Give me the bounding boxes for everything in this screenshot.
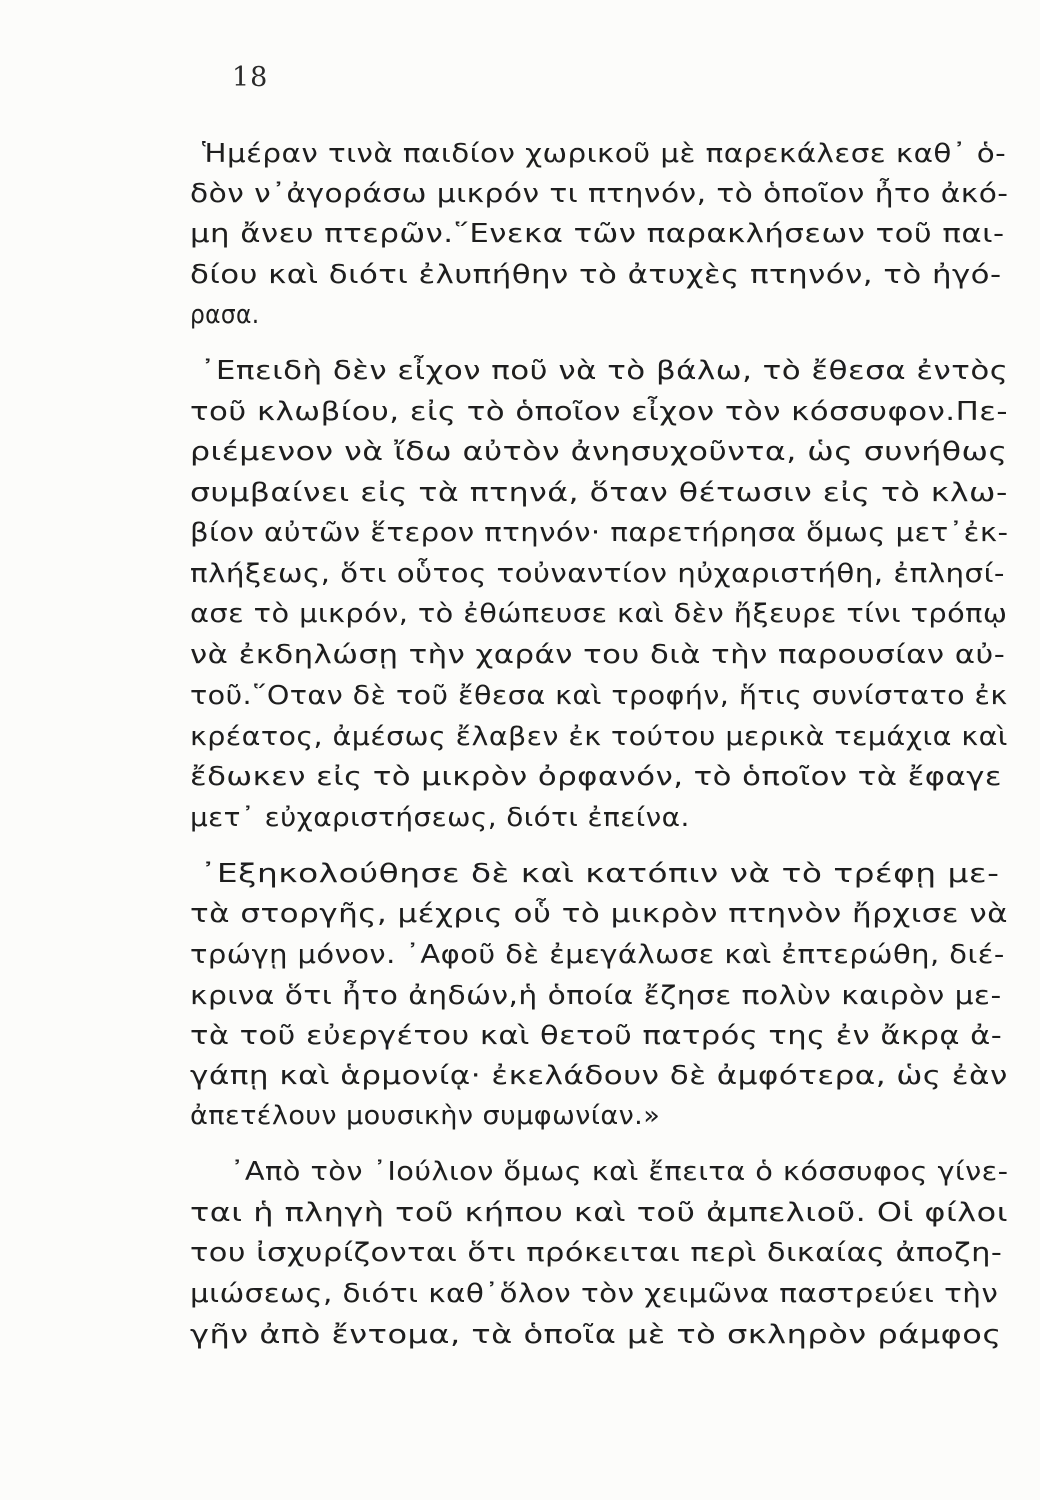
- text-line-4: δίου καὶ διότι ἐλυπήθην τὸ ἀτυχὲς πτηνόν, τὸ ἠγό-: [190, 260, 1002, 290]
- text-line-3: μη ἄνευ πτερῶν.῞Ενεκα τῶν παρακλήσεων τοῦ παι-: [190, 219, 1005, 249]
- text-line-27: του ἰσχυρίζονται ὅτι πρόκειται περὶ δικαίας ἀποζη-: [190, 1238, 1003, 1268]
- text-line-15: κρέατος, ἀμέσως ἔλαβεν ἐκ τούτου μερικὰ τεμάχια καὶ: [190, 722, 1008, 752]
- text-line-16: ἔδωκεν εἰς τὸ μικρὸν ὀρφανόν, τὸ ὁποῖον τὰ ἔφαγε: [190, 762, 1002, 792]
- text-line-7: τοῦ κλωβίου, εἰς τὸ ὁποῖον εἶχον τὸν κόσσυφον.Πε-: [190, 397, 1008, 427]
- text-line-26: ται ἡ πληγὴ τοῦ κήπου καὶ τοῦ ἀμπελιοῦ. Οἱ φίλοι: [190, 1198, 1009, 1228]
- text-line-11: πλήξεως, ὅτι οὗτος τοὐναντίον ηὐχαριστήθη, ἐπλησί-: [190, 559, 1005, 589]
- text-line-12: ασε τὸ μικρόν, τὸ ἐθώπευσε καὶ δὲν ἤξευρε τίνι τρόπῳ: [190, 599, 1008, 629]
- text-line-28: μιώσεως, διότι καθ᾽ὅλον τὸν χειμῶνα παστρεύει τὴν: [190, 1279, 999, 1309]
- text-line-1: Ἡμέραν τινὰ παιδίον χωρικοῦ μὲ παρεκάλεσε καθ᾽ ὁ-: [202, 139, 1007, 169]
- text-line-8: ριέμενον νὰ ἴδω αὐτὸν ἀνησυχοῦντα, ὡς συνήθως: [190, 437, 1008, 467]
- text-line-24: ἀπετέλουν μουσικὴν συμφωνίαν.»: [190, 1101, 661, 1131]
- text-line-19: τὰ στοργῆς, μέχρις οὗ τὸ μικρὸν πτηνὸν ἤρχισε νὰ: [190, 899, 1009, 929]
- text-line-2: δὸν ν᾽ἀγοράσω μικρόν τι πτηνόν, τὸ ὁποῖον ἦτο ἀκό-: [190, 179, 1009, 209]
- text-line-14: τοῦ.῞Οταν δὲ τοῦ ἔθεσα καὶ τροφήν, ἥτις συνίστατο ἐκ: [190, 681, 1008, 711]
- text-line-25: ᾽Απὸ τὸν ᾽Ιούλιον ὅμως καὶ ἔπειτα ὁ κόσσυφος γίνε-: [230, 1157, 1009, 1187]
- text-line-10: βίον αὐτῶν ἕτερον πτηνόν· παρετήρησα ὅμως μετ᾽ἐκ-: [190, 518, 1009, 548]
- text-line-6: ᾽Επειδὴ δὲν εἶχον ποῦ νὰ τὸ βάλω, τὸ ἔθεσα ἐντὸς: [200, 356, 1009, 386]
- text-line-17: μετ᾽ εὐχαριστήσεως, διότι ἐπείνα.: [190, 803, 690, 833]
- text-line-13: νὰ ἐκδηλώσῃ τὴν χαράν του διὰ τὴν παρουσίαν αὐ-: [190, 640, 1006, 670]
- text-line-9: συμβαίνει εἰς τὰ πτηνά, ὅταν θέτωσιν εἰς τὸ κλω-: [190, 478, 1008, 508]
- page-number: 18: [232, 62, 269, 93]
- text-line-21: κρινα ὅτι ἦτο ἀηδών,ἡ ὁποία ἔζησε πολὺν καιρὸν με-: [190, 981, 1002, 1011]
- text-line-23: γάπῃ καὶ ἁρμονίᾳ· ἐκελάδουν δὲ ἀμφότερα, ὡς ἐὰν: [190, 1061, 1008, 1091]
- text-line-20: τρώγῃ μόνον. ᾽Αφοῦ δὲ ἐμεγάλωσε καὶ ἐπτερώθη, διέ-: [190, 940, 1005, 970]
- text-line-29: γῆν ἀπὸ ἔντομα, τὰ ὁποῖα μὲ τὸ σκληρὸν ράμφος: [190, 1320, 1002, 1350]
- text-line-5: ρασα.: [190, 300, 260, 330]
- text-line-18: ᾽Εξηκολούθησε δὲ καὶ κατόπιν νὰ τὸ τρέφῃ με-: [200, 859, 1000, 889]
- text-line-22: τὰ τοῦ εὐεργέτου καὶ θετοῦ πατρός της ἐν ἄκρᾳ ἀ-: [190, 1021, 1003, 1051]
